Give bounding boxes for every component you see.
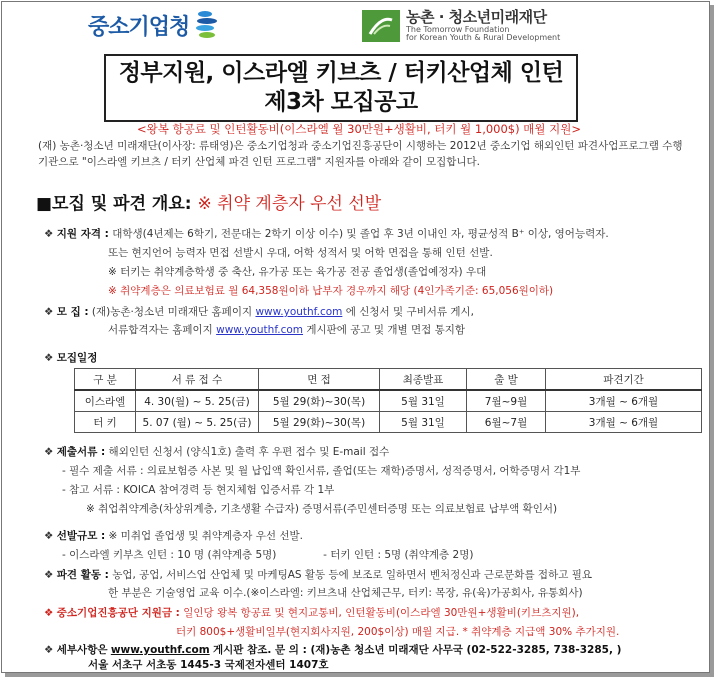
table-cell: 5월 29(화)~30(목) xyxy=(259,412,380,433)
title-box xyxy=(104,54,578,122)
homepage-link[interactable]: www.youthf.com xyxy=(255,306,343,318)
contact-address: 서울 서초구 서초동 1445-3 국제전자센터 1407호 xyxy=(88,659,329,671)
documents-line2: - 필수 제출 서류 : 의료보험증 사본 및 월 납입액 확인서류, 졸업(또는 재학)증명서, 성적증명서, 어학증명서 각1부 xyxy=(62,465,581,477)
contact-link[interactable]: www.youthf.com xyxy=(110,644,210,656)
table-row xyxy=(75,390,702,412)
diamond-bullet-icon: ❖ xyxy=(44,530,54,542)
support-line2: 터키 800$+생활비일부(현지회사지원, 200$이상) 매월 지급. * 취약계층 지급액 30% 추가지원. xyxy=(176,626,620,638)
recruit-row xyxy=(44,304,474,319)
contact-label: 세부사항은 xyxy=(56,644,108,656)
scale-row xyxy=(44,528,303,543)
subtitle: <왕복 항공료 및 인턴활동비(이스라엘 월 30만원+생활비, 터키 월 1,000$) 매월 지원> xyxy=(136,122,581,136)
schedule-col-interview: 면 접 xyxy=(259,369,380,391)
documents-line4: ※ 취업취약계층(차상위계층, 기초생활 수급자) 증명서류(주민센터증명 또는 의료보험료 납부액 확인서) xyxy=(86,503,558,515)
qualification-row xyxy=(44,226,609,241)
schedule-col-period: 파견기간 xyxy=(546,369,702,391)
table-cell: 5월 31일 xyxy=(380,412,467,433)
recruit-line2b: 게시판에 공고 및 개별 면접 통지함 xyxy=(306,324,466,336)
diamond-bullet-icon: ❖ xyxy=(44,352,54,364)
table-cell: 7월~9월 xyxy=(467,390,546,412)
documents-line1: 해외인턴 신청서 (양식1호) 출력 후 우편 접수 및 E-mail 접수 xyxy=(108,446,390,458)
recruit-line1a: (재)농촌·청소년 미래재단 홈페이지 xyxy=(91,306,253,318)
qualification-line2: 또는 현지언어 능력자 면접 선발시 우대, 어학 성적서 및 어학 면접을 통해 인턴 선발. xyxy=(108,247,493,259)
activity-line2: 한 부분은 기술영업 교육 이수.(※이스라엘: 키브츠내 산업체근무, 터키: 목장, 유(육)가공회사, 유통회사) xyxy=(108,587,583,599)
scale-turkey: - 터키 인턴 : 5명 (취약계층 2명) xyxy=(323,549,474,561)
smba-logo-icon xyxy=(193,8,219,42)
foundation-name-en1: The Tomorrow Foundation xyxy=(406,24,510,34)
recruit-label: 모 집 : xyxy=(56,306,89,318)
schedule-col-type: 구 분 xyxy=(75,369,136,391)
scale-line1: ※ 미취업 졸업생 및 취약계층자 우선 선발. xyxy=(108,530,303,542)
schedule-row xyxy=(44,350,97,365)
homepage-link-2[interactable]: www.youthf.com xyxy=(216,324,304,336)
qualification-label: 지원 자격 : xyxy=(56,228,109,240)
page-title-line1: 정부지원, 이스라엘 키브츠 / 터키산업체 인턴 xyxy=(118,60,564,86)
scale-line2 xyxy=(62,547,473,562)
table-cell: 4. 30(월) ~ 5. 25(금) xyxy=(136,390,259,412)
page-title-line2: 제3차 모집공고 xyxy=(264,89,418,115)
table-cell: 터 키 xyxy=(75,412,136,433)
scale-israel: - 이스라엘 키부츠 인턴 : 10 명 (취약계층 5명) xyxy=(62,549,277,561)
intro-paragraph: (재) 농촌·청소년 미래재단(이사장: 류태영)은 중소기업청과 중소기업진흥공단이 시행하는 2012년 중소기업 해외인턴 파견사업프로그램 수행기관으로 "이스라엘 키브츠 / 터키 산업체 파견 인턴 프로그램" 지원자를 아래와 같이 모집합니다. xyxy=(38,140,683,168)
scale-label: 선발규모 : xyxy=(56,530,106,542)
support-label: 중소기업진흥공단 지원금 : xyxy=(56,607,180,619)
table-cell: 5월 31일 xyxy=(380,390,467,412)
diamond-bullet-icon: ❖ xyxy=(44,644,54,656)
recruit-line1b: 에 신청서 및 구비서류 게시, xyxy=(345,306,474,318)
diamond-bullet-icon: ❖ xyxy=(44,228,54,240)
activity-row xyxy=(44,567,592,582)
schedule-col-depart: 출 발 xyxy=(467,369,546,391)
smba-logo-text: 중소기업청 xyxy=(88,14,190,40)
support-line1: 일인당 왕복 항공료 및 현지교통비, 인턴활동비(이스라엘 30만원+생활비(키브츠지원), xyxy=(183,607,580,619)
qualification-line4: ※ 취약계층은 의료보험료 월 64,358원이하 납부자 경우까지 해당 (4인가족기준: 65,056원이하) xyxy=(108,285,554,297)
diamond-bullet-icon: ❖ xyxy=(44,306,54,318)
table-row xyxy=(75,412,702,433)
documents-label: 제출서류 : xyxy=(56,446,106,458)
contact-line1b: 게시판 참조. 문 의 : (재)농촌 청소년 미래재단 사무국 (02-522-3285, 738-3285, ) xyxy=(212,644,622,656)
recruit-line2 xyxy=(108,322,465,337)
foundation-name-ko: 농촌 · 청소년미래재단 xyxy=(406,8,547,26)
support-row xyxy=(44,605,579,620)
contact-row xyxy=(44,642,621,657)
section-heading-note: ※ 취약 계층자 우선 선발 xyxy=(197,194,382,214)
diamond-bullet-icon: ❖ xyxy=(44,569,54,581)
qualification-line3: ※ 터키는 취약계층학생 중 축산, 유가공 또는 육가공 전공 졸업생(졸업예정자) 우대 xyxy=(108,266,487,278)
foundation-logo xyxy=(362,10,560,43)
schedule-label: 모집일정 xyxy=(56,352,98,364)
recruit-line2a: 서류합격자는 홈페이지 xyxy=(108,324,213,336)
diamond-bullet-icon: ❖ xyxy=(44,607,54,619)
schedule-col-docs: 서 류 접 수 xyxy=(136,369,259,391)
schedule-header-row xyxy=(75,369,702,391)
activity-line1: 농업, 공업, 서비스업 산업체 및 마케팅AS 활동 등에 보조로 일하면서 벤처정신과 근로문화를 접하고 필요 xyxy=(112,569,592,581)
documents-row xyxy=(44,444,389,459)
table-cell: 5월 29(화)~30(목) xyxy=(259,390,380,412)
qualification-line1: 대학생(4년제는 6학기, 전문대는 2학기 이상 이수) 및 졸업 후 3년 이내인 자, 평균성적 B⁺ 이상, 영어능력자. xyxy=(112,228,609,240)
section-heading-text: ■모집 및 파견 개요: xyxy=(36,194,192,214)
table-cell: 이스라엘 xyxy=(75,390,136,412)
schedule-col-result: 최종발표 xyxy=(380,369,467,391)
schedule-table xyxy=(74,368,702,433)
activity-label: 파견 활동 : xyxy=(56,569,109,581)
foundation-logo-icon xyxy=(362,10,400,42)
table-cell: 5. 07 (월) ~ 5. 25(금) xyxy=(136,412,259,433)
documents-line3: - 참고 서류 : KOICA 참여경력 등 현지체험 입증서류 각 1부 xyxy=(62,484,335,496)
table-cell: 3개월 ~ 6개월 xyxy=(546,412,702,433)
table-cell: 6월~7월 xyxy=(467,412,546,433)
diamond-bullet-icon: ❖ xyxy=(44,446,54,458)
section-heading xyxy=(36,189,381,214)
foundation-name-en2: for Korean Youth & Rural Development xyxy=(406,33,561,43)
table-cell: 3개월 ~ 6개월 xyxy=(546,390,702,412)
smba-logo xyxy=(88,8,219,42)
